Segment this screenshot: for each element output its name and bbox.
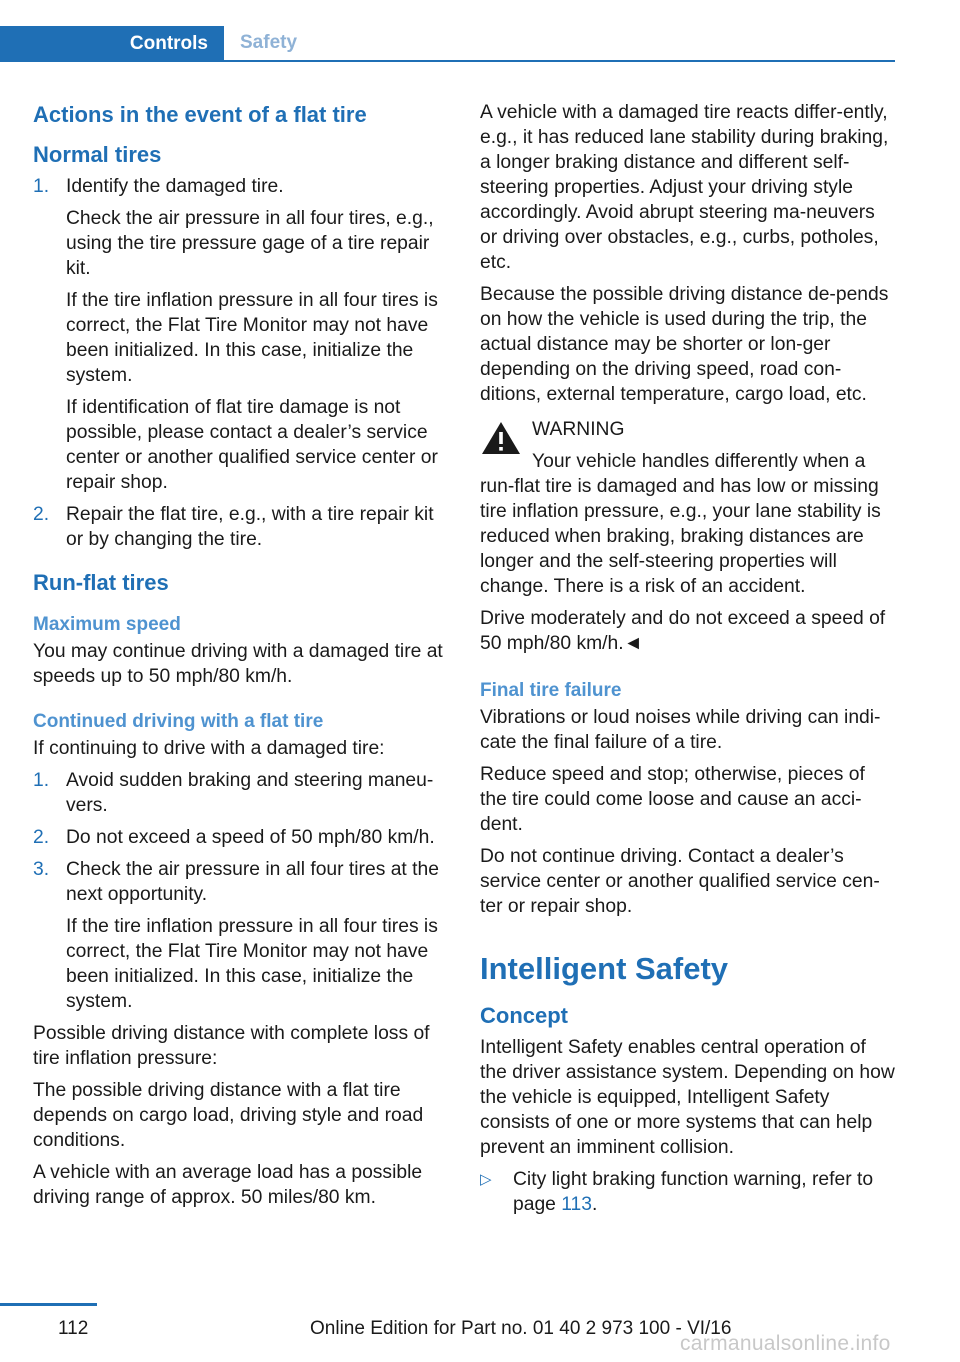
bullet-text: City light braking function warning, refer to page xyxy=(513,1169,874,1215)
watermark: carmanualsonline.info xyxy=(680,1332,891,1355)
heading-final-tire-failure: Final tire failure xyxy=(480,680,622,701)
list-item xyxy=(33,857,448,1014)
warning-text: Your vehicle handles differently when a run-flat tire is damaged and has low or missing tire inflation pressure, e.g., your lane stability is reduced when braking, braking distances are longer and the self-steering properties will change. There is a risk of an accident. xyxy=(480,451,881,597)
step-text: Avoid sudden braking and steering maneu-vers. xyxy=(66,770,434,816)
paragraph: If continuing to drive with a damaged tire: xyxy=(33,738,385,759)
tab-safety[interactable]: Safety xyxy=(240,32,298,53)
tab-underline xyxy=(0,60,895,62)
list-item xyxy=(33,174,448,495)
paragraph: Possible driving distance with complete loss of tire inflation pressure: xyxy=(33,1023,430,1069)
heading-intelligent-safety: Intelligent Safety xyxy=(480,951,729,986)
step-number: 2. xyxy=(33,504,50,525)
list-item xyxy=(480,1167,896,1217)
step-text: Do not exceed a speed of 50 mph/80 km/h. xyxy=(66,827,435,848)
paragraph: You may continue driving with a damaged tire at speeds up to 50 mph/80 km/h. xyxy=(33,641,443,687)
paragraph: Do not continue driving. Contact a dealer’s service center or another qualified service cen-ter or repair shop. xyxy=(480,846,880,917)
warning-triangle-icon xyxy=(480,420,522,458)
top-tab-bar xyxy=(0,26,895,62)
step-number: 3. xyxy=(33,859,50,880)
step-number: 1. xyxy=(33,770,50,791)
step-number: 1. xyxy=(33,176,50,197)
heading-maximum-speed: Maximum speed xyxy=(33,614,181,635)
heading-continued-driving: Continued driving with a flat tire xyxy=(33,711,324,732)
paragraph: Reduce speed and stop; otherwise, pieces of the tire could come loose and cause an acci-dent. xyxy=(480,764,865,835)
tab-controls[interactable]: Controls xyxy=(0,26,224,62)
right-column xyxy=(480,100,896,1217)
paragraph: Vibrations or loud noises while driving can indi-cate the final failure of a tire. xyxy=(480,707,881,753)
heading-concept: Concept xyxy=(480,1003,568,1028)
list-item xyxy=(33,502,448,552)
bullet-end: . xyxy=(592,1194,598,1215)
step-text: If the tire inflation pressure in all four tires is correct, the Flat Tire Monitor may not have been initialized. In this case, initialize the system. xyxy=(66,916,438,1012)
step-text: If the tire inflation pressure in all four tires is correct, the Flat Tire Monitor may not have been initialized. In this case, initialize the system. xyxy=(66,290,438,386)
step-number: 2. xyxy=(33,827,50,848)
section-title-flat-tire: Actions in the event of a flat tire xyxy=(33,102,367,127)
step-text: Repair the flat tire, e.g., with a tire repair kit or by changing the tire. xyxy=(66,504,434,550)
paragraph: The possible driving distance with a flat tire depends on cargo load, driving style and road conditions. xyxy=(33,1080,424,1151)
edition-text: Online Edition for Part no. 01 40 2 973 100 - VI/16 xyxy=(310,1318,732,1339)
page-number: 112 xyxy=(58,1318,89,1339)
list-item xyxy=(33,825,448,850)
step-text: Identify the damaged tire. xyxy=(66,176,284,197)
page-link[interactable]: 113 xyxy=(561,1194,593,1215)
step-text: If identification of flat tire damage is not possible, please contact a dealer’s service center or another qualified service center or repair shop. xyxy=(66,397,438,493)
paragraph: Intelligent Safety enables central operation of the driver assistance system. Depending on how the vehicle is equipped, Intelligent Safety consists of one or more systems that can help prevent an imminent collision. xyxy=(480,1037,895,1158)
left-column xyxy=(33,100,448,1217)
warning-action: Drive moderately and do not exceed a speed of 50 mph/80 km/h.◄ xyxy=(480,608,886,654)
heading-normal-tires: Normal tires xyxy=(33,142,162,167)
triangle-right-icon: ▷ xyxy=(480,1171,492,1188)
list-item xyxy=(33,768,448,818)
paragraph: Because the possible driving distance de-pends on how the vehicle is used during the trip, the actual distance may be shorter or lon-ger depending on the driving speed, road con-ditions, external temperature, cargo load, etc. xyxy=(480,284,889,405)
paragraph: A vehicle with a damaged tire reacts differ-ently, e.g., it has reduced lane stability during braking, a longer braking distance and different self-steering properties. Adjust your driving style accordingly. Avoid abrupt steering ma-neuvers or driving over obstacles, e.g., curbs, potholes, etc. xyxy=(480,102,889,273)
warning-title: WARNING xyxy=(532,419,625,440)
footer-rule xyxy=(0,1303,97,1306)
heading-run-flat-tires: Run-flat tires xyxy=(33,570,169,595)
warning-box xyxy=(480,417,896,656)
step-text: Check the air pressure in all four tires at the next opportunity. xyxy=(66,859,439,905)
step-text: Check the air pressure in all four tires, e.g., using the tire pressure gage of a tire repair kit. xyxy=(66,208,434,279)
paragraph: A vehicle with an average load has a possible driving range of approx. 50 miles/80 km. xyxy=(33,1162,423,1208)
